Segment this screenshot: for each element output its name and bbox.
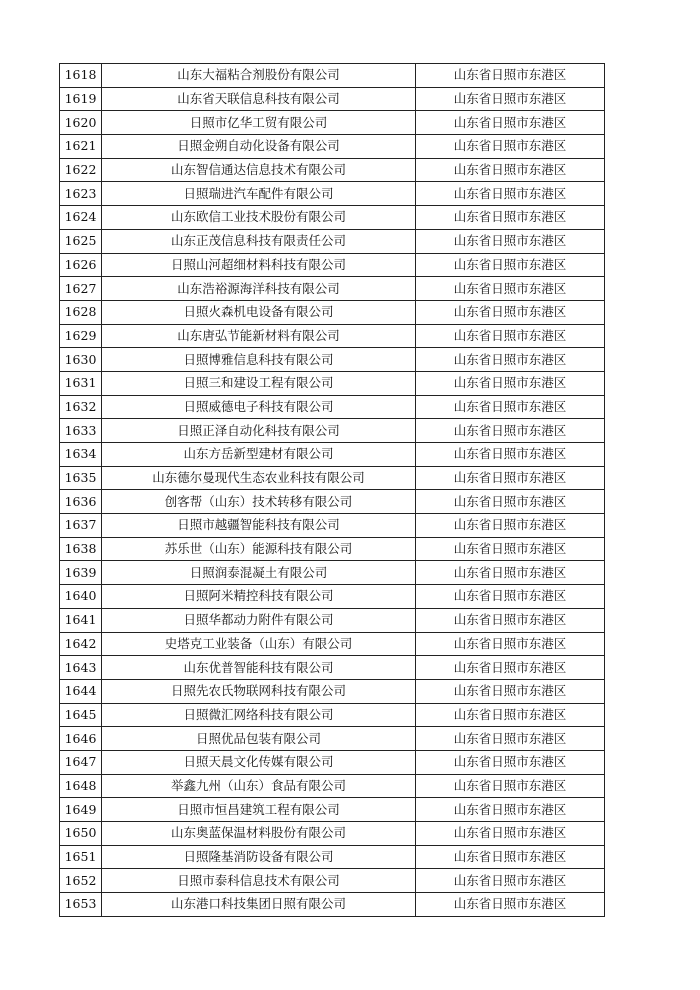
- company-region: 山东省日照市东港区: [416, 727, 605, 751]
- table-row: [60, 371, 605, 395]
- company-name: 史塔克工业装备（山东）有限公司: [102, 632, 416, 656]
- company-name: 日照市亿华工贸有限公司: [102, 111, 416, 135]
- company-name: 举鑫九州（山东）食品有限公司: [102, 774, 416, 798]
- company-name: 日照微汇网络科技有限公司: [102, 703, 416, 727]
- table-row: [60, 419, 605, 443]
- table-row: [60, 537, 605, 561]
- row-number: 1653: [60, 893, 102, 917]
- table-row: [60, 608, 605, 632]
- company-name: 日照火森机电设备有限公司: [102, 300, 416, 324]
- row-number: 1647: [60, 750, 102, 774]
- company-region: 山东省日照市东港区: [416, 822, 605, 846]
- table-row: [60, 300, 605, 324]
- table-row: [60, 514, 605, 538]
- row-number: 1635: [60, 466, 102, 490]
- company-name: 日照隆基消防设备有限公司: [102, 845, 416, 869]
- row-number: 1640: [60, 585, 102, 609]
- row-number: 1618: [60, 64, 102, 88]
- row-number: 1632: [60, 395, 102, 419]
- row-number: 1642: [60, 632, 102, 656]
- company-region: 山东省日照市东港区: [416, 537, 605, 561]
- table-row: [60, 324, 605, 348]
- company-name: 山东省天联信息科技有限公司: [102, 87, 416, 111]
- company-name: 山东优普智能科技有限公司: [102, 656, 416, 680]
- row-number: 1623: [60, 182, 102, 206]
- company-name: 日照润泰混凝土有限公司: [102, 561, 416, 585]
- company-region: 山东省日照市东港区: [416, 324, 605, 348]
- company-name: 山东浩裕源海洋科技有限公司: [102, 277, 416, 301]
- row-number: 1619: [60, 87, 102, 111]
- company-table: [59, 63, 605, 917]
- company-name: 创客帮（山东）技术转移有限公司: [102, 490, 416, 514]
- company-region: 山东省日照市东港区: [416, 869, 605, 893]
- table-row: [60, 466, 605, 490]
- row-number: 1652: [60, 869, 102, 893]
- row-number: 1620: [60, 111, 102, 135]
- row-number: 1630: [60, 348, 102, 372]
- company-name: 日照市恒昌建筑工程有限公司: [102, 798, 416, 822]
- table-row: [60, 158, 605, 182]
- company-name: 山东奥蓝保温材料股份有限公司: [102, 822, 416, 846]
- company-name: 山东港口科技集团日照有限公司: [102, 893, 416, 917]
- company-name: 日照金朔自动化设备有限公司: [102, 135, 416, 159]
- table-row: [60, 585, 605, 609]
- company-region: 山东省日照市东港区: [416, 87, 605, 111]
- company-name: 日照华都动力附件有限公司: [102, 608, 416, 632]
- table-row: [60, 253, 605, 277]
- table-row: [60, 869, 605, 893]
- company-region: 山东省日照市东港区: [416, 135, 605, 159]
- row-number: 1626: [60, 253, 102, 277]
- company-name: 山东智信通达信息技术有限公司: [102, 158, 416, 182]
- company-region: 山东省日照市东港区: [416, 253, 605, 277]
- company-name: 日照威德电子科技有限公司: [102, 395, 416, 419]
- table-row: [60, 750, 605, 774]
- company-region: 山东省日照市东港区: [416, 750, 605, 774]
- row-number: 1648: [60, 774, 102, 798]
- row-number: 1633: [60, 419, 102, 443]
- table-row: [60, 206, 605, 230]
- company-region: 山东省日照市东港区: [416, 371, 605, 395]
- row-number: 1637: [60, 514, 102, 538]
- table-row: [60, 111, 605, 135]
- row-number: 1622: [60, 158, 102, 182]
- company-name: 山东正茂信息科技有限责任公司: [102, 229, 416, 253]
- company-region: 山东省日照市东港区: [416, 300, 605, 324]
- company-region: 山东省日照市东港区: [416, 585, 605, 609]
- company-region: 山东省日照市东港区: [416, 466, 605, 490]
- row-number: 1627: [60, 277, 102, 301]
- company-name: 日照市泰科信息技术有限公司: [102, 869, 416, 893]
- row-number: 1646: [60, 727, 102, 751]
- table-row: [60, 679, 605, 703]
- table-row: [60, 632, 605, 656]
- row-number: 1629: [60, 324, 102, 348]
- company-region: 山东省日照市东港区: [416, 277, 605, 301]
- company-name: 日照天晨文化传媒有限公司: [102, 750, 416, 774]
- company-region: 山东省日照市东港区: [416, 656, 605, 680]
- row-number: 1624: [60, 206, 102, 230]
- table-row: [60, 727, 605, 751]
- row-number: 1636: [60, 490, 102, 514]
- company-region: 山东省日照市东港区: [416, 893, 605, 917]
- row-number: 1634: [60, 443, 102, 467]
- table-row: [60, 135, 605, 159]
- table-row: [60, 229, 605, 253]
- company-name: 山东方岳新型建材有限公司: [102, 443, 416, 467]
- table-row: [60, 822, 605, 846]
- company-region: 山东省日照市东港区: [416, 561, 605, 585]
- row-number: 1645: [60, 703, 102, 727]
- company-region: 山东省日照市东港区: [416, 229, 605, 253]
- company-region: 山东省日照市东港区: [416, 514, 605, 538]
- company-region: 山东省日照市东港区: [416, 419, 605, 443]
- company-name: 山东大福粘合剂股份有限公司: [102, 64, 416, 88]
- company-region: 山东省日照市东港区: [416, 111, 605, 135]
- company-name: 日照正泽自动化科技有限公司: [102, 419, 416, 443]
- row-number: 1631: [60, 371, 102, 395]
- company-region: 山东省日照市东港区: [416, 798, 605, 822]
- company-name: 日照优品包装有限公司: [102, 727, 416, 751]
- table-row: [60, 845, 605, 869]
- row-number: 1639: [60, 561, 102, 585]
- table-row: [60, 87, 605, 111]
- company-region: 山东省日照市东港区: [416, 490, 605, 514]
- row-number: 1628: [60, 300, 102, 324]
- table-row: [60, 348, 605, 372]
- company-name: 日照阿米精控科技有限公司: [102, 585, 416, 609]
- table-body: [60, 64, 605, 917]
- row-number: 1641: [60, 608, 102, 632]
- company-name: 日照瑞进汽车配件有限公司: [102, 182, 416, 206]
- table-row: [60, 490, 605, 514]
- company-region: 山东省日照市东港区: [416, 348, 605, 372]
- company-region: 山东省日照市东港区: [416, 158, 605, 182]
- company-name: 日照山河超细材料科技有限公司: [102, 253, 416, 277]
- row-number: 1621: [60, 135, 102, 159]
- table-row: [60, 561, 605, 585]
- company-region: 山东省日照市东港区: [416, 182, 605, 206]
- company-name: 日照先农氏物联网科技有限公司: [102, 679, 416, 703]
- company-region: 山东省日照市东港区: [416, 774, 605, 798]
- company-region: 山东省日照市东港区: [416, 703, 605, 727]
- table-row: [60, 182, 605, 206]
- table-row: [60, 798, 605, 822]
- table-row: [60, 893, 605, 917]
- table-row: [60, 277, 605, 301]
- company-region: 山东省日照市东港区: [416, 443, 605, 467]
- company-region: 山东省日照市东港区: [416, 845, 605, 869]
- table-row: [60, 774, 605, 798]
- company-name: 山东欧信工业技术股份有限公司: [102, 206, 416, 230]
- company-region: 山东省日照市东港区: [416, 64, 605, 88]
- table-row: [60, 443, 605, 467]
- company-name: 山东德尔曼现代生态农业科技有限公司: [102, 466, 416, 490]
- row-number: 1643: [60, 656, 102, 680]
- company-name: 山东唐弘节能新材料有限公司: [102, 324, 416, 348]
- row-number: 1649: [60, 798, 102, 822]
- row-number: 1625: [60, 229, 102, 253]
- company-region: 山东省日照市东港区: [416, 206, 605, 230]
- company-name: 苏乐世（山东）能源科技有限公司: [102, 537, 416, 561]
- company-region: 山东省日照市东港区: [416, 608, 605, 632]
- company-name: 日照三和建设工程有限公司: [102, 371, 416, 395]
- company-region: 山东省日照市东港区: [416, 632, 605, 656]
- company-name: 日照博雅信息科技有限公司: [102, 348, 416, 372]
- company-name: 日照市越疆智能科技有限公司: [102, 514, 416, 538]
- table-row: [60, 395, 605, 419]
- row-number: 1638: [60, 537, 102, 561]
- company-region: 山东省日照市东港区: [416, 395, 605, 419]
- table-row: [60, 656, 605, 680]
- table-row: [60, 703, 605, 727]
- table-row: [60, 64, 605, 88]
- company-region: 山东省日照市东港区: [416, 679, 605, 703]
- row-number: 1644: [60, 679, 102, 703]
- row-number: 1650: [60, 822, 102, 846]
- row-number: 1651: [60, 845, 102, 869]
